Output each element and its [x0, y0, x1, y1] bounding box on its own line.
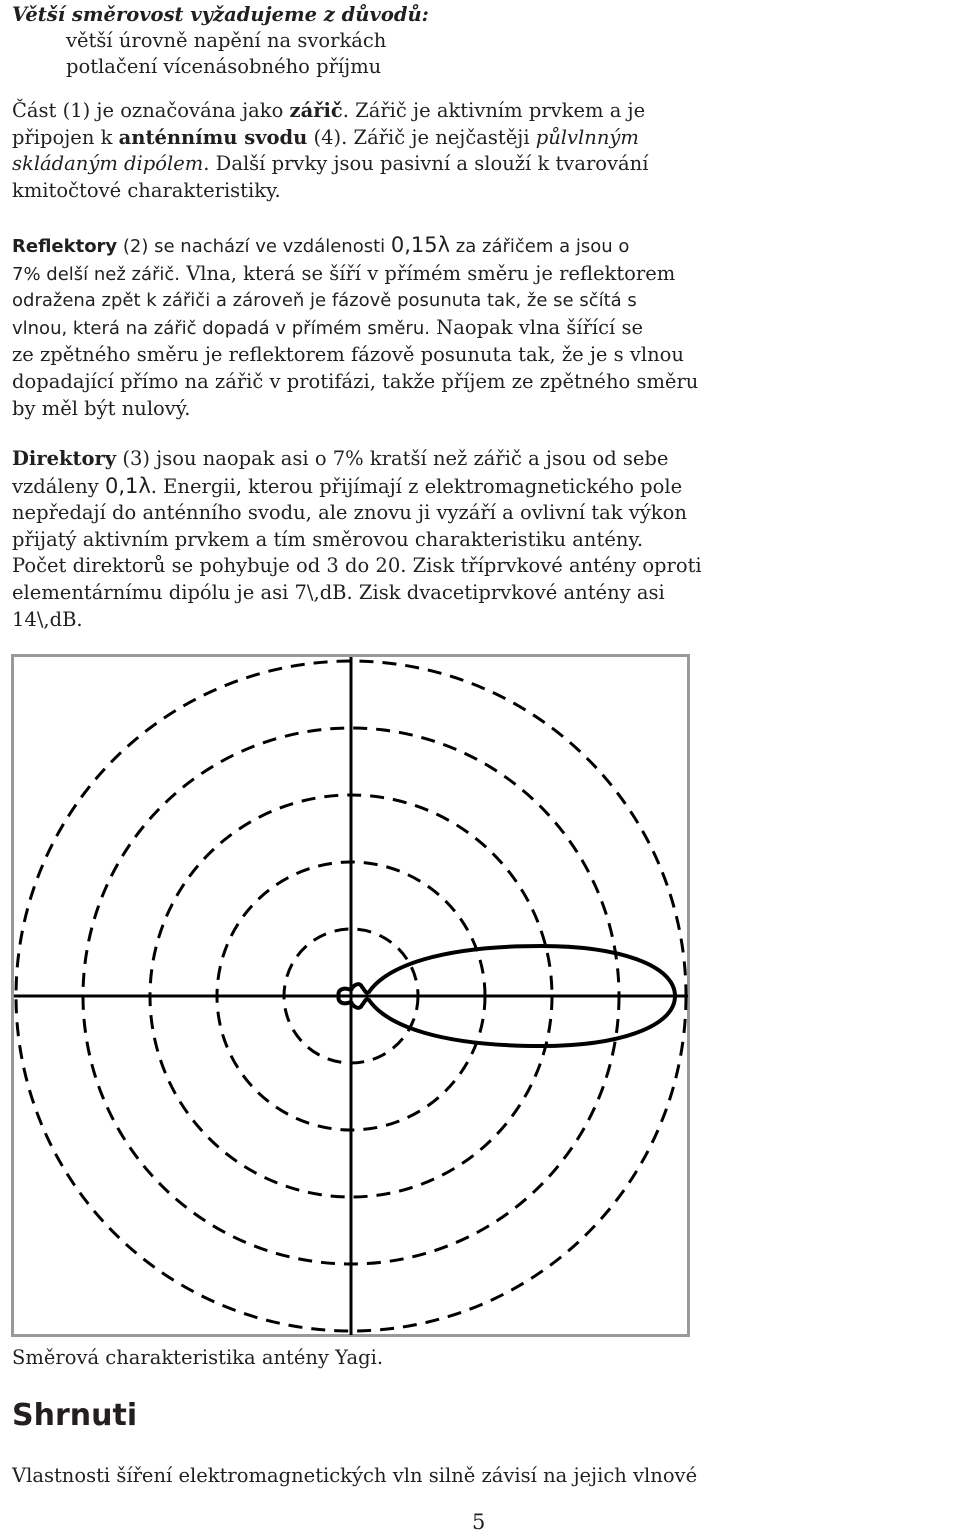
yagi-radiation-pattern-diagram: [11, 654, 691, 1338]
figure-caption: Směrová charakteristika antény Yagi.: [12, 1346, 384, 1369]
body-text: Vlastnosti šíření elektromagnetických vln silně závisí na jejich vlnové: [12, 1464, 698, 1487]
page-number: 5: [472, 1510, 486, 1534]
paragraph-reflectors: Reflektory (2) se nachází ve vzdálenosti 0,15λ za zářičem a jsou o 7% delší než zářič. Vlna, která se šíří v přímém směru je reflektorem odražena zpět k zářiči a zároveň je fázově posunuta tak, že se sčítá s vlnou, která na zářič dopadá v přímém směru. Naopak vlna šířící se ze zpětného směru je reflektorem fázově posunuta tak, že je s vlnou dopadající přímo na zářič v protifázi, takže příjem ze zpětného směru by měl být nulový.: [12, 233, 699, 420]
section-heading: Shrnuti: [12, 1398, 138, 1433]
section-header: Větší směrovost vyžadujeme z důvodů:: [12, 3, 429, 26]
paragraph-directors: Direktory (3) jsou naopak asi o 7% kratší než zářič a jsou od sebe vzdáleny 0,1λ. Energii, kterou přijímají z elektromagnetického pole nepředají do anténního svodu, ale znovu ji vyzáří a ovlivní tak výkon přijatý aktivním prvkem a tím směrovou charakteristiku antény. Počet direktorů se pohybuje od 3 do 20. Zisk tříprvkové antény oproti elementárnímu dipólu je asi 7\,dB. Zisk dvacetiprvkové antény asi 14\,dB.: [12, 447, 702, 631]
reason-item: potlačení vícenásobného příjmu: [66, 55, 382, 78]
paragraph-radiator: Část (1) je označována jako zářič. Zářič je aktivním prvkem a je připojen k anténnímu svodu (4). Zářič je nejčastěji půlvlnným skládaným dipólem. Další prvky jsou pasivní a slouží k tvarování kmitočtové charakteristiky.: [12, 99, 649, 202]
reason-item: větší úrovně napění na svorkách: [66, 29, 387, 52]
